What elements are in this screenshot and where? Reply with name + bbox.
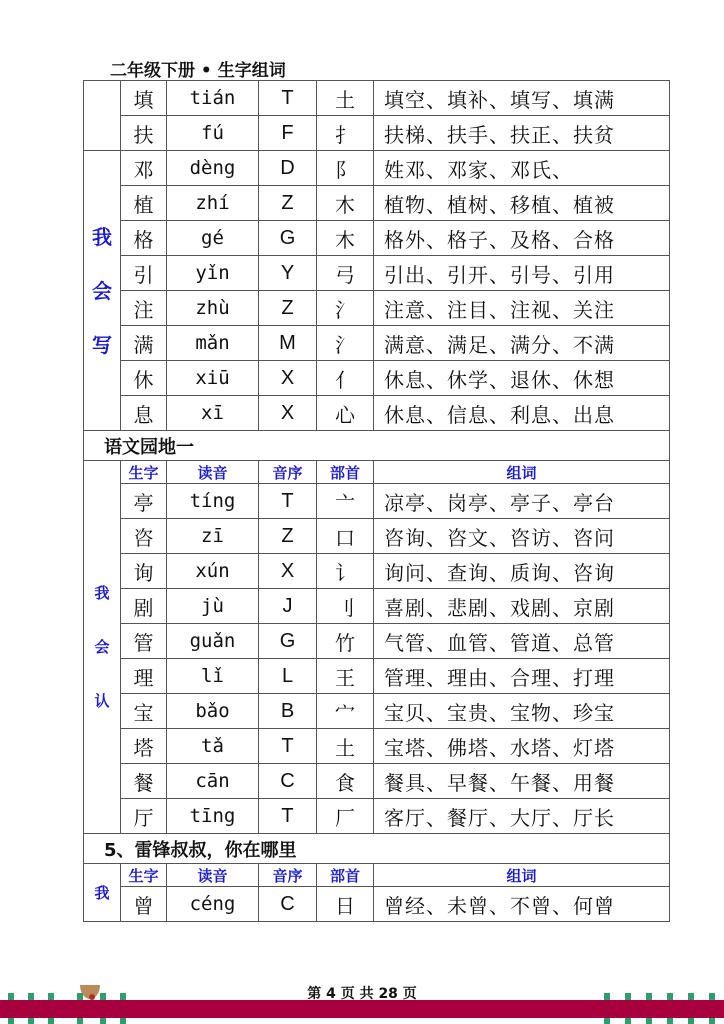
radical: 厂 (317, 799, 374, 834)
character: 咨 (121, 519, 167, 554)
word-list: 凉亭、岗亭、亭子、亭台 (374, 484, 670, 519)
initial-letter: X (259, 361, 317, 396)
radical: 弓 (317, 256, 374, 291)
word-list: 植物、植树、移植、植被 (374, 186, 670, 221)
header-radical: 部首 (317, 461, 374, 484)
initial-letter: F (259, 116, 317, 151)
table-row (84, 256, 670, 291)
character: 息 (121, 396, 167, 431)
radical: 土 (317, 729, 374, 764)
initial-letter: T (259, 484, 317, 519)
radical: 日 (317, 887, 374, 922)
header-radical: 部首 (317, 864, 374, 887)
initial-letter: J (259, 589, 317, 624)
word-list: 曾经、未曾、不曾、何曾 (374, 887, 670, 922)
pinyin: zhí (167, 186, 259, 221)
header-char: 生字 (121, 864, 167, 887)
word-list: 满意、满足、满分、不满 (374, 326, 670, 361)
side-label: 我 (94, 883, 110, 902)
pinyin: guǎn (167, 624, 259, 659)
initial-letter: T (259, 81, 317, 116)
character: 填 (121, 81, 167, 116)
word-list: 注意、注目、注视、关注 (374, 291, 670, 326)
side-label-cell (84, 461, 121, 834)
initial-letter: B (259, 694, 317, 729)
pinyin: dèng (167, 151, 259, 186)
initial-letter: Z (259, 291, 317, 326)
word-list: 格外、格子、及格、合格 (374, 221, 670, 256)
word-list: 填空、填补、填写、填满 (374, 81, 670, 116)
radical: 土 (317, 81, 374, 116)
pinyin: bǎo (167, 694, 259, 729)
word-list: 管理、理由、合理、打理 (374, 659, 670, 694)
pinyin: cān (167, 764, 259, 799)
header-words: 组词 (374, 864, 670, 887)
pinyin: fú (167, 116, 259, 151)
table-row (84, 151, 670, 186)
table-row (84, 554, 670, 589)
initial-letter: L (259, 659, 317, 694)
character: 理 (121, 659, 167, 694)
table-row (84, 396, 670, 431)
pinyin: tián (167, 81, 259, 116)
vocab-table (83, 80, 670, 922)
radical: 木 (317, 186, 374, 221)
word-list: 喜剧、悲剧、戏剧、京剧 (374, 589, 670, 624)
character: 植 (121, 186, 167, 221)
radical: 王 (317, 659, 374, 694)
table-row (84, 519, 670, 554)
word-list: 气管、血管、管道、总管 (374, 624, 670, 659)
character: 满 (121, 326, 167, 361)
radical: 阝 (317, 151, 374, 186)
section-heading-row (84, 834, 670, 864)
table-row (84, 694, 670, 729)
character: 扶 (121, 116, 167, 151)
table-row (84, 221, 670, 256)
table-row (84, 291, 670, 326)
character: 询 (121, 554, 167, 589)
initial-letter: C (259, 887, 317, 922)
section-heading-row (84, 431, 670, 461)
radical: 食 (317, 764, 374, 799)
pinyin: mǎn (167, 326, 259, 361)
word-list: 询问、查询、质询、咨询 (374, 554, 670, 589)
word-list: 休息、休学、退休、休想 (374, 361, 670, 396)
word-list: 休息、信息、利息、出息 (374, 396, 670, 431)
initial-letter: T (259, 729, 317, 764)
side-label-cell (84, 864, 121, 922)
radical: 心 (317, 396, 374, 431)
header-letter: 音序 (259, 461, 317, 484)
radical: 扌 (317, 116, 374, 151)
character: 剧 (121, 589, 167, 624)
header-char: 生字 (121, 461, 167, 484)
radical: 亻 (317, 361, 374, 396)
page-number: 第 4 页 共 28 页 (307, 986, 417, 1002)
initial-letter: M (259, 326, 317, 361)
pinyin: céng (167, 887, 259, 922)
character: 曾 (121, 887, 167, 922)
side-label: 我会认 (94, 584, 110, 710)
initial-letter: G (259, 221, 317, 256)
pinyin: jù (167, 589, 259, 624)
word-list: 宝塔、佛塔、水塔、灯塔 (374, 729, 670, 764)
character: 休 (121, 361, 167, 396)
pinyin: zhù (167, 291, 259, 326)
table-row (84, 116, 670, 151)
character: 引 (121, 256, 167, 291)
radical: 木 (317, 221, 374, 256)
initial-letter: T (259, 799, 317, 834)
table-row (84, 764, 670, 799)
pinyin: tīng (167, 799, 259, 834)
character: 厅 (121, 799, 167, 834)
character: 格 (121, 221, 167, 256)
pinyin: xún (167, 554, 259, 589)
table-row (84, 589, 670, 624)
header-words: 组词 (374, 461, 670, 484)
side-label-blank (84, 81, 121, 151)
side-label: 我会写 (92, 224, 112, 357)
word-list: 餐具、早餐、午餐、用餐 (374, 764, 670, 799)
initial-letter: D (259, 151, 317, 186)
pinyin: gé (167, 221, 259, 256)
table-row (84, 799, 670, 834)
pinyin: tíng (167, 484, 259, 519)
initial-letter: X (259, 554, 317, 589)
column-header-row (84, 461, 670, 484)
radical: 竹 (317, 624, 374, 659)
table-row (84, 361, 670, 396)
radical: 刂 (317, 589, 374, 624)
initial-letter: C (259, 764, 317, 799)
pinyin: yǐn (167, 256, 259, 291)
header-letter: 音序 (259, 864, 317, 887)
character: 管 (121, 624, 167, 659)
pinyin: zī (167, 519, 259, 554)
table-row (84, 326, 670, 361)
table-row (84, 887, 670, 922)
radical: 亠 (317, 484, 374, 519)
pinyin: tǎ (167, 729, 259, 764)
initial-letter: Y (259, 256, 317, 291)
header-pinyin: 读音 (167, 864, 259, 887)
side-label-cell (84, 151, 121, 431)
pinyin: xī (167, 396, 259, 431)
word-list: 扶梯、扶手、扶正、扶贫 (374, 116, 670, 151)
word-list: 咨询、咨文、咨访、咨问 (374, 519, 670, 554)
table-row (84, 484, 670, 519)
column-header-row (84, 864, 670, 887)
initial-letter: Z (259, 186, 317, 221)
section-heading: 5、雷锋叔叔，你在哪里 (84, 834, 670, 864)
initial-letter: Z (259, 519, 317, 554)
table-row (84, 659, 670, 694)
character: 塔 (121, 729, 167, 764)
radical: 口 (317, 519, 374, 554)
table-row (84, 624, 670, 659)
character: 注 (121, 291, 167, 326)
radical: 讠 (317, 554, 374, 589)
radical: 氵 (317, 326, 374, 361)
table-row (84, 81, 670, 116)
pinyin: lǐ (167, 659, 259, 694)
header-pinyin: 读音 (167, 461, 259, 484)
character: 邓 (121, 151, 167, 186)
radical: 宀 (317, 694, 374, 729)
section-heading: 语文园地一 (84, 431, 670, 461)
initial-letter: X (259, 396, 317, 431)
word-list: 引出、引开、引号、引用 (374, 256, 670, 291)
character: 亭 (121, 484, 167, 519)
word-list: 客厅、餐厅、大厅、厅长 (374, 799, 670, 834)
table-row (84, 186, 670, 221)
radical: 氵 (317, 291, 374, 326)
character: 餐 (121, 764, 167, 799)
initial-letter: G (259, 624, 317, 659)
character: 宝 (121, 694, 167, 729)
pinyin: xiū (167, 361, 259, 396)
word-list: 宝贝、宝贵、宝物、珍宝 (374, 694, 670, 729)
page-title: 二年级下册 • 生字组词 (110, 61, 286, 81)
table-row (84, 729, 670, 764)
word-list: 姓邓、邓家、邓氏、 (374, 151, 670, 186)
